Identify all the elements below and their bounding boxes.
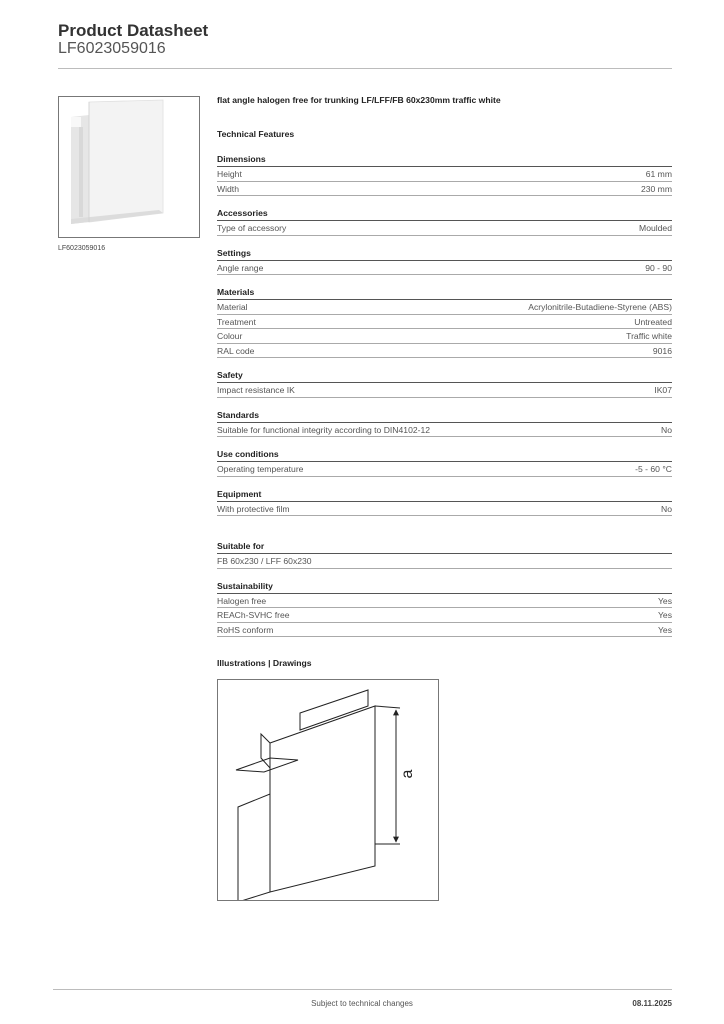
technical-features-heading: Technical Features xyxy=(217,129,295,139)
section-sustainability xyxy=(217,580,672,638)
section-standards xyxy=(217,409,672,438)
spec-row xyxy=(217,383,672,398)
spec-label: Angle range xyxy=(217,262,264,273)
section-title: Sustainability xyxy=(217,580,672,594)
section-title: Safety xyxy=(217,369,672,383)
footer-date: 08.11.2025 xyxy=(632,999,672,1008)
spec-value: 61 mm xyxy=(645,169,672,179)
section-title: Equipment xyxy=(217,488,672,502)
spec-value: Acrylonitrile-Butadiene-Styrene (ABS) xyxy=(528,302,672,312)
spec-value: Yes xyxy=(657,610,672,620)
flat-angle-drawing xyxy=(218,680,438,900)
section-use-conditions xyxy=(217,448,672,477)
section-title: Dimensions xyxy=(217,153,672,167)
spec-row xyxy=(217,608,672,623)
flat-angle-photo xyxy=(59,97,199,237)
spec-value: IK07 xyxy=(654,385,672,395)
spec-row xyxy=(217,182,672,197)
spec-label: Material xyxy=(217,302,248,312)
spec-label: RoHS conform xyxy=(217,624,274,635)
spec-label: Impact resistance IK xyxy=(217,385,295,395)
spec-row xyxy=(217,300,672,315)
spec-value: 90 - 90 xyxy=(645,262,672,273)
section-safety xyxy=(217,369,672,398)
spec-value: Traffic white xyxy=(626,331,672,341)
spec-value: Yes xyxy=(657,624,672,635)
spec-label: With protective film xyxy=(217,503,290,514)
spec-value: No xyxy=(661,424,672,435)
product-image-caption: LF6023059016 xyxy=(58,245,106,252)
section-dimensions xyxy=(217,153,672,196)
spec-row xyxy=(217,221,672,236)
product-details xyxy=(217,93,672,901)
footer-divider xyxy=(53,989,672,990)
spec-row xyxy=(217,315,672,330)
spec-label: FB 60x230 / LFF 60x230 xyxy=(217,556,312,566)
section-title: Use conditions xyxy=(217,448,672,462)
section-materials xyxy=(217,286,672,358)
spec-row xyxy=(217,462,672,477)
header-divider xyxy=(58,68,672,69)
page-title: Product Datasheet xyxy=(58,21,209,40)
spec-label: Halogen free xyxy=(217,595,267,606)
spec-label: Height xyxy=(217,169,242,179)
spec-row xyxy=(217,623,672,638)
section-accessories xyxy=(217,207,672,236)
section-equipment xyxy=(217,488,672,517)
spec-value: -5 - 60 °C xyxy=(635,464,672,474)
section-title: Accessories xyxy=(217,207,672,221)
spec-label: Colour xyxy=(217,331,243,341)
spec-row xyxy=(217,329,672,344)
spec-value: 230 mm xyxy=(640,183,672,194)
spec-label: Width xyxy=(217,183,239,194)
footer-note: Subject to technical changes xyxy=(311,999,413,1008)
spec-row xyxy=(217,423,672,438)
product-image xyxy=(58,96,200,238)
spec-row xyxy=(217,502,672,517)
illustrations-heading: Illustrations | Drawings xyxy=(217,658,312,668)
section-settings xyxy=(217,247,672,276)
spec-value: 9016 xyxy=(652,345,672,356)
spec-label: Treatment xyxy=(217,316,256,327)
spec-value: Untreated xyxy=(634,316,672,327)
product-code: LF6023059016 xyxy=(58,40,166,57)
spec-row xyxy=(217,167,672,182)
spec-row xyxy=(217,554,672,569)
dimension-label: a xyxy=(399,769,416,779)
section-title: Materials xyxy=(217,286,672,300)
section-title: Settings xyxy=(217,247,672,261)
spec-value: Moulded xyxy=(639,223,672,233)
spec-row xyxy=(217,344,672,359)
spec-label: Type of accessory xyxy=(217,223,287,233)
spec-row xyxy=(217,261,672,276)
technical-drawing xyxy=(217,679,439,901)
spec-label: Operating temperature xyxy=(217,464,304,474)
section-title: Suitable for xyxy=(217,540,672,554)
section-suitable-for xyxy=(217,540,672,569)
spec-value: Yes xyxy=(657,595,672,606)
spec-value: No xyxy=(661,503,672,514)
spec-label: Suitable for functional integrity according to DIN4102-12 xyxy=(217,424,431,435)
spec-label: RAL code xyxy=(217,345,255,356)
product-description: flat angle halogen free for trunking LF/LFF/FB 60x230mm traffic white xyxy=(217,95,501,105)
section-title: Standards xyxy=(217,409,672,423)
spec-label: REACh-SVHC free xyxy=(217,610,290,620)
spec-row xyxy=(217,594,672,609)
